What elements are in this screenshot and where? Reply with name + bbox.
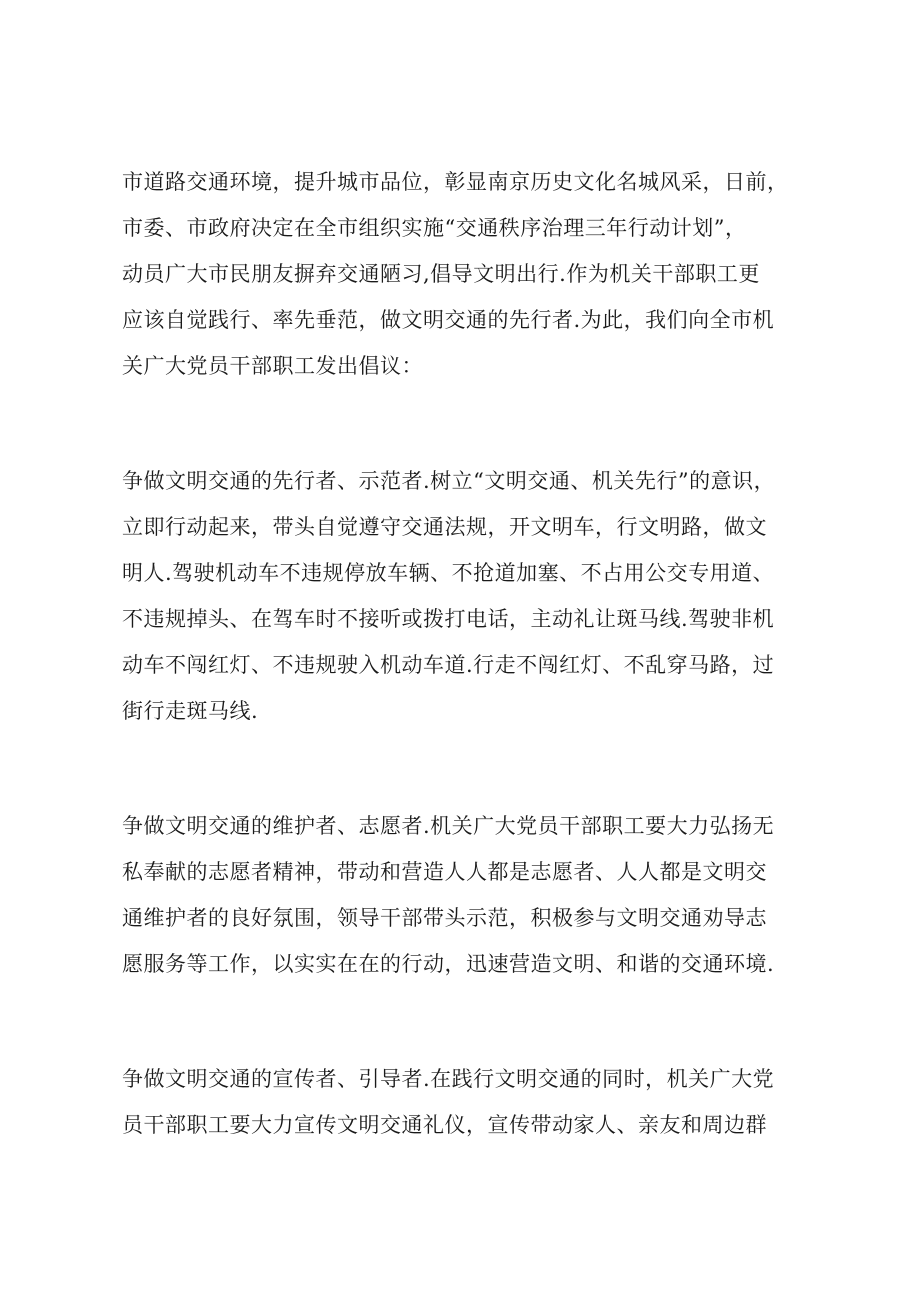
text-line: 市道路交通环境，提升城市品位，彰显南京历史文化名城风采，日前， [122,170,789,194]
text-line: 关广大党员干部职工发出倡议： [122,354,423,378]
text-line: 愿服务等工作，以实实在在的行动，迅速营造文明、和谐的交通环境. [122,952,775,976]
text-line: 通维护者的良好氛围，领导干部带头示范，积极参与文明交通劝导志 [122,906,767,930]
paragraph-spacer [122,734,822,803]
text-line: 动员广大市民朋友摒弃交通陋习,倡导文明出行.作为机关干部职工更 [122,262,760,286]
paragraph-advocate [122,1056,822,1148]
text-line: 员干部职工要大力宣传文明交通礼仪，宣传带动家人、亲友和周边群 [122,1113,767,1137]
document-body [122,159,822,1148]
text-line: 动车不闯红灯、不违规驶入机动车道.行走不闯红灯、不乱穿马路，过 [122,653,775,677]
paragraph-pioneer [122,458,822,734]
text-line: 立即行动起来，带头自觉遵守交通法规，开文明车，行文明路，做文 [122,515,767,539]
text-line: 市委、市政府决定在全市组织实施“交通秩序治理三年行动计划”， [122,216,747,240]
text-line: 不违规掉头、在驾车时不接听或拨打电话，主动礼让斑马线.驾驶非机 [122,607,775,631]
text-line: 街行走斑马线. [122,699,259,723]
text-line: 应该自觉践行、率先垂范，做文明交通的先行者.为此，我们向全市机 [122,308,775,332]
text-line: 争做文明交通的维护者、志愿者.机关广大党员干部职工要大力弘扬无 [122,814,775,838]
text-line: 争做文明交通的宣传者、引导者.在践行文明交通的同时，机关广大党 [122,1067,775,1091]
text-line: 明人.驾驶机动车不违规停放车辆、不抢道加塞、不占用公交专用道、 [122,561,775,585]
paragraph-spacer [122,987,822,1056]
paragraph-volunteer [122,803,822,987]
paragraph-intro [122,159,822,389]
text-line: 私奉献的志愿者精神，带动和营造人人都是志愿者、人人都是文明交 [122,860,767,884]
paragraph-spacer [122,389,822,458]
text-line: 争做文明交通的先行者、示范者.树立“文明交通、机关先行”的意识， [122,469,776,493]
